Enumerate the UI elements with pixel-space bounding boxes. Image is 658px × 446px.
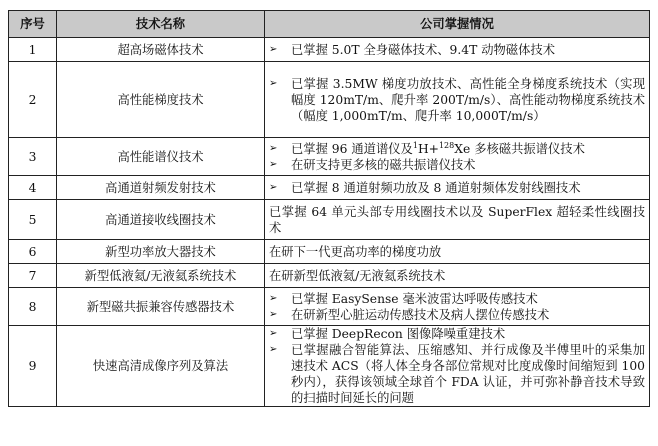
tech-name: 高通道射频发射技术: [57, 176, 265, 200]
tech-name: 高通道接收线圈技术: [57, 200, 265, 240]
table-header-row: [9, 11, 650, 38]
tech-name: 新型功率放大器技术: [57, 240, 265, 264]
row-number: 8: [9, 288, 57, 326]
table-row: [9, 288, 650, 326]
status-text: 在研新型心脏运动传感技术及病人摆位传感技术: [291, 307, 550, 322]
bullet-icon: ➢: [269, 181, 278, 193]
table-row: [9, 200, 650, 240]
row-number: 3: [9, 138, 57, 176]
bullet-icon: ➢: [269, 308, 278, 320]
status-text: 已掌握 DeepRecon 图像降噪重建技术: [291, 327, 506, 341]
status-item: [269, 42, 645, 58]
status-text-part: 已掌握 96 通道谱仪及: [291, 141, 413, 156]
bullet-icon: ➢: [269, 43, 278, 55]
status-cell: 在研下一代更高功率的梯度功放: [265, 240, 650, 264]
status-text: 已掌握 3.5MW 梯度功放技术、高性能全身梯度系统技术（实现幅度 120mT/m、爬升率 200T/m/s）、高性能动物梯度系统技术（幅度 1,000mT/m、爬升率 10,000T/m/s）: [291, 76, 645, 123]
bullet-icon: ➢: [269, 158, 278, 170]
status-cell: [265, 138, 650, 176]
row-number: 9: [9, 326, 57, 407]
status-text: [291, 141, 645, 157]
row-number: 6: [9, 240, 57, 264]
status-text: 已掌握 EasySense 毫米波雷达呼吸传感技术: [291, 291, 538, 306]
status-cell: 在研新型低液氦/无液氦系统技术: [265, 264, 650, 288]
table-row: [9, 240, 650, 264]
header-tech-name: 技术名称: [57, 11, 265, 38]
table-row: [9, 38, 650, 62]
tech-name: 新型磁共振兼容传感器技术: [57, 288, 265, 326]
status-item: [269, 141, 645, 157]
status-cell: [265, 176, 650, 200]
isotope-superscript: 128: [438, 140, 455, 150]
table-row: [9, 326, 650, 407]
table-row: [9, 176, 650, 200]
bullet-icon: ➢: [269, 77, 278, 89]
row-number: 2: [9, 62, 57, 138]
header-no: 序号: [9, 11, 57, 38]
bullet-icon: ➢: [269, 344, 278, 355]
row-number: 4: [9, 176, 57, 200]
tech-name: 高性能谱仪技术: [57, 138, 265, 176]
header-status: 公司掌握情况: [265, 11, 650, 38]
status-cell: 已掌握 64 单元头部专用线圈技术以及 SuperFlex 超轻柔性线圈技术: [265, 200, 650, 240]
status-text: 已掌握 8 通道射频功放及 8 通道射频体发射线圈技术: [291, 180, 581, 195]
status-cell: [265, 38, 650, 62]
status-item: [269, 157, 645, 173]
status-text: 已掌握融合智能算法、压缩感知、并行成像及半傅里叶的采集加速技术 ACS（将人体全身各部位常规对比度成像时间缩短到 100 秒内），获得该领域全球首个 FDA 认证，并可弥补静音技术导致的扫描时间延长的问题: [291, 343, 645, 405]
row-number: 5: [9, 200, 57, 240]
status-item: [269, 76, 645, 124]
status-text: 在研支持更多核的磁共振谱仪技术: [291, 157, 476, 172]
tech-name: 新型低液氦/无液氦系统技术: [57, 264, 265, 288]
status-cell: [265, 326, 650, 407]
tech-name: 超高场磁体技术: [57, 38, 265, 62]
status-item: [269, 307, 645, 323]
status-item: [269, 291, 645, 307]
row-number: 1: [9, 38, 57, 62]
status-text-part: H+: [417, 141, 439, 156]
bullet-icon: ➢: [269, 328, 278, 339]
status-item: [269, 180, 645, 196]
status-item: [269, 342, 645, 406]
tech-name: 高性能梯度技术: [57, 62, 265, 138]
technology-table: [8, 10, 650, 407]
tech-name: 快速高清成像序列及算法: [57, 326, 265, 407]
status-cell: [265, 288, 650, 326]
status-text: 已掌握 5.0T 全身磁体技术、9.4T 动物磁体技术: [291, 42, 555, 57]
table-row: [9, 62, 650, 138]
bullet-icon: ➢: [269, 292, 278, 304]
isotope-superscript: 1: [412, 140, 418, 150]
status-cell: [265, 62, 650, 138]
status-text-part: Xe 多核磁共振谱仪技术: [454, 141, 585, 156]
bullet-icon: ➢: [269, 142, 278, 154]
status-item: [269, 326, 645, 342]
row-number: 7: [9, 264, 57, 288]
table-row: [9, 138, 650, 176]
table-row: [9, 264, 650, 288]
